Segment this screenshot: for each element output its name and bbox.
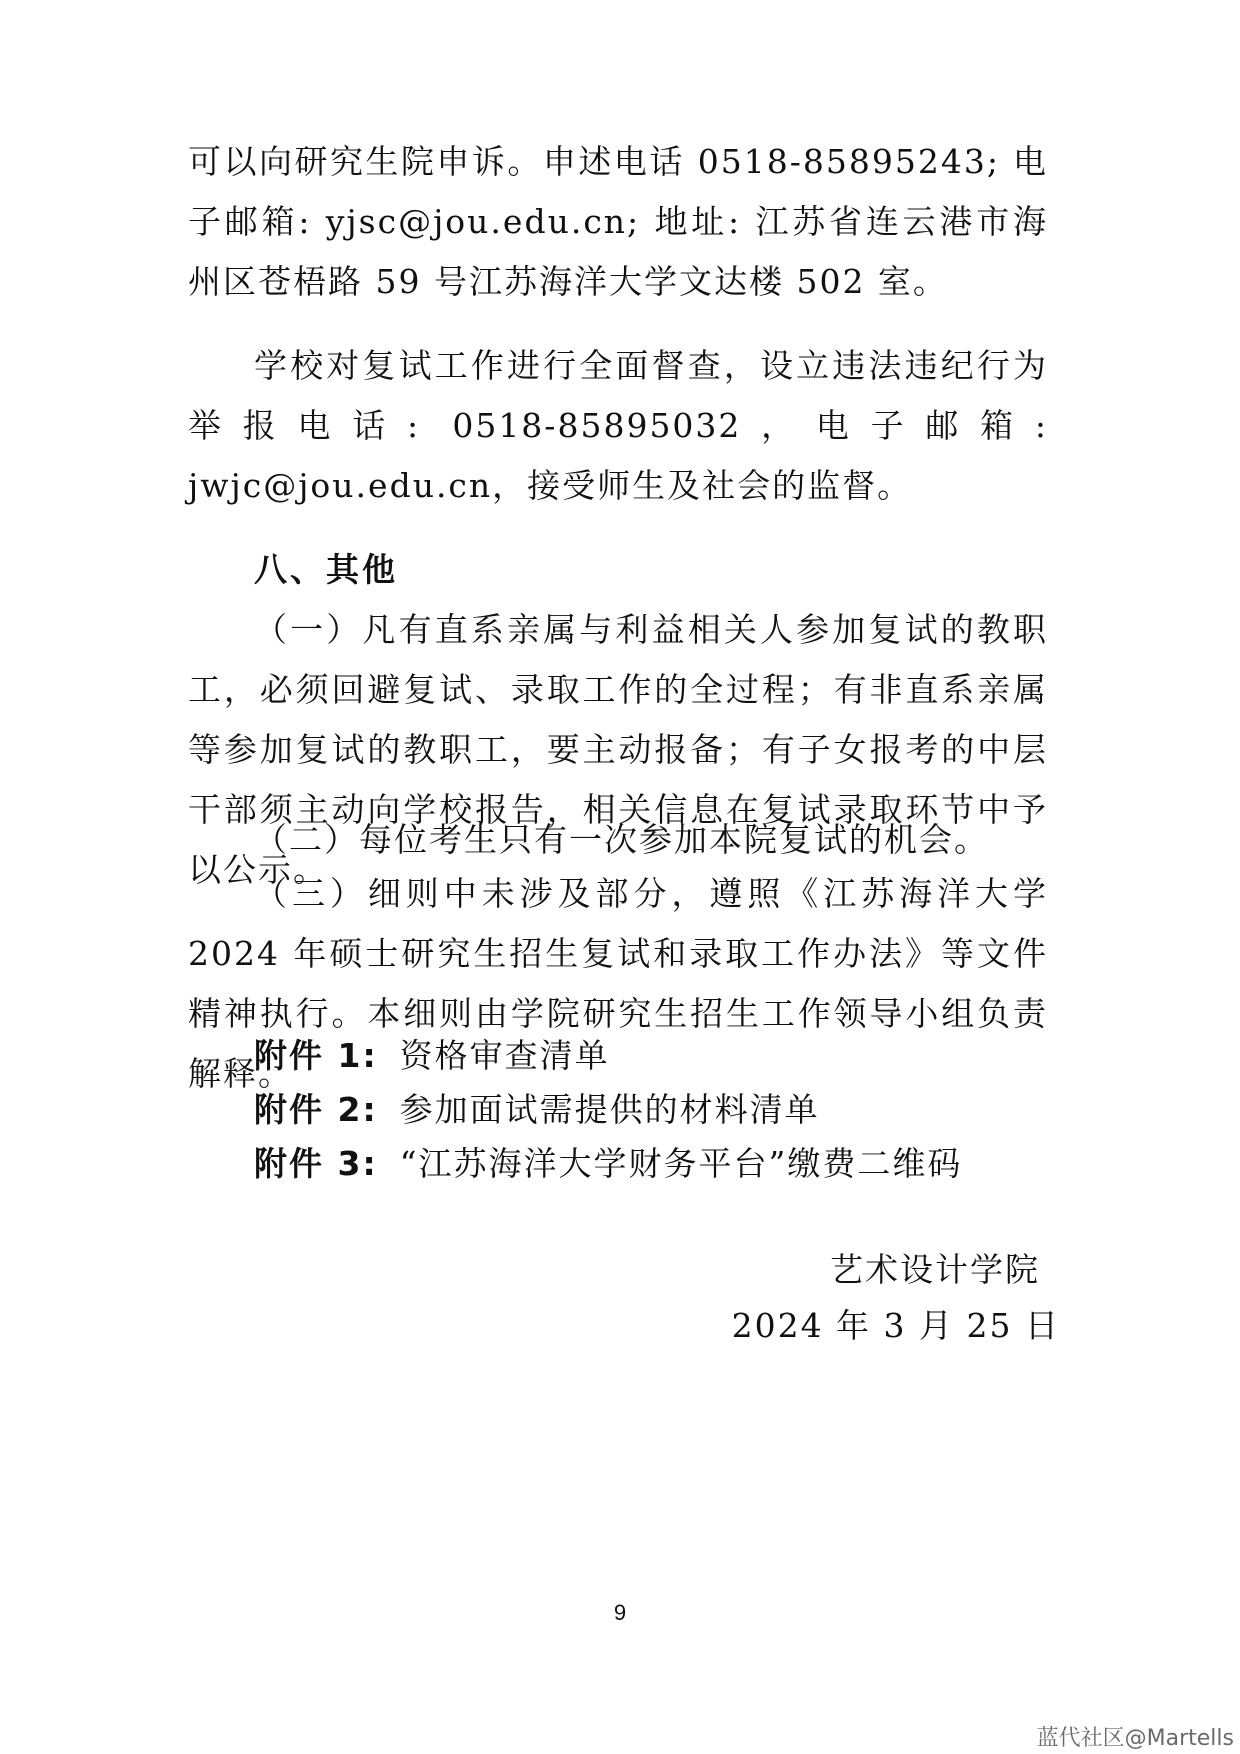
item-1-recusal: （一）凡有直系亲属与利益相关人参加复试的教职工，必须回避复试、录取工作的全过程；有非直系亲属等参加复试的教职工，要主动报备；有子女报考的中层干部须主动向学校报告，相关信息在复试录取环节中予以公示。 [188, 610, 1048, 889]
signature-organization: 艺术设计学院 [830, 1250, 1040, 1289]
attachment-3-text: “江苏海洋大学财务平台”缴费二维码 [399, 1144, 963, 1183]
attachment-3 [254, 1134, 962, 1194]
item-3-interpretation: （三）细则中未涉及部分，遵照《江苏海洋大学 2024 年硕士研究生招生复试和录取工作办法》等文件精神执行。本细则由学院研究生招生工作领导小组负责解释。 [188, 874, 1048, 1093]
signature-date: 2024 年 3 月 25 日 [731, 1306, 1060, 1345]
attachment-3-label: 附件 3: [254, 1144, 378, 1183]
item-2-one-chance: （二）每位考生只有一次参加本院复试的机会。 [254, 820, 989, 859]
attachment-2-label: 附件 2: [254, 1090, 378, 1129]
page-number: 9 [613, 1600, 627, 1625]
paragraph-appeal-contact: 可以向研究生院申诉。申述电话 0518-85895243; 电子邮箱: yjsc@jou.edu.cn; 地址: 江苏省连云港市海州区苍梧路 59 号江苏海洋大学文达楼 502 室。 [188, 142, 1048, 301]
section-heading-other: 八、其他 [254, 550, 398, 589]
attachment-2 [254, 1080, 820, 1140]
paragraph-supervision: 学校对复试工作进行全面督查，设立违法违纪行为举报电话: 0518-85895032，电子邮箱: jwjc@jou.edu.cn，接受师生及社会的监督。 [188, 346, 1048, 505]
attachment-2-text: 参加面试需提供的材料清单 [399, 1090, 820, 1129]
watermark-text: 蓝代社区@Martells [1036, 1726, 1234, 1751]
attachment-1 [254, 1026, 610, 1086]
attachment-1-label: 附件 1: [254, 1036, 378, 1075]
attachment-1-text: 资格审查清单 [399, 1036, 610, 1075]
